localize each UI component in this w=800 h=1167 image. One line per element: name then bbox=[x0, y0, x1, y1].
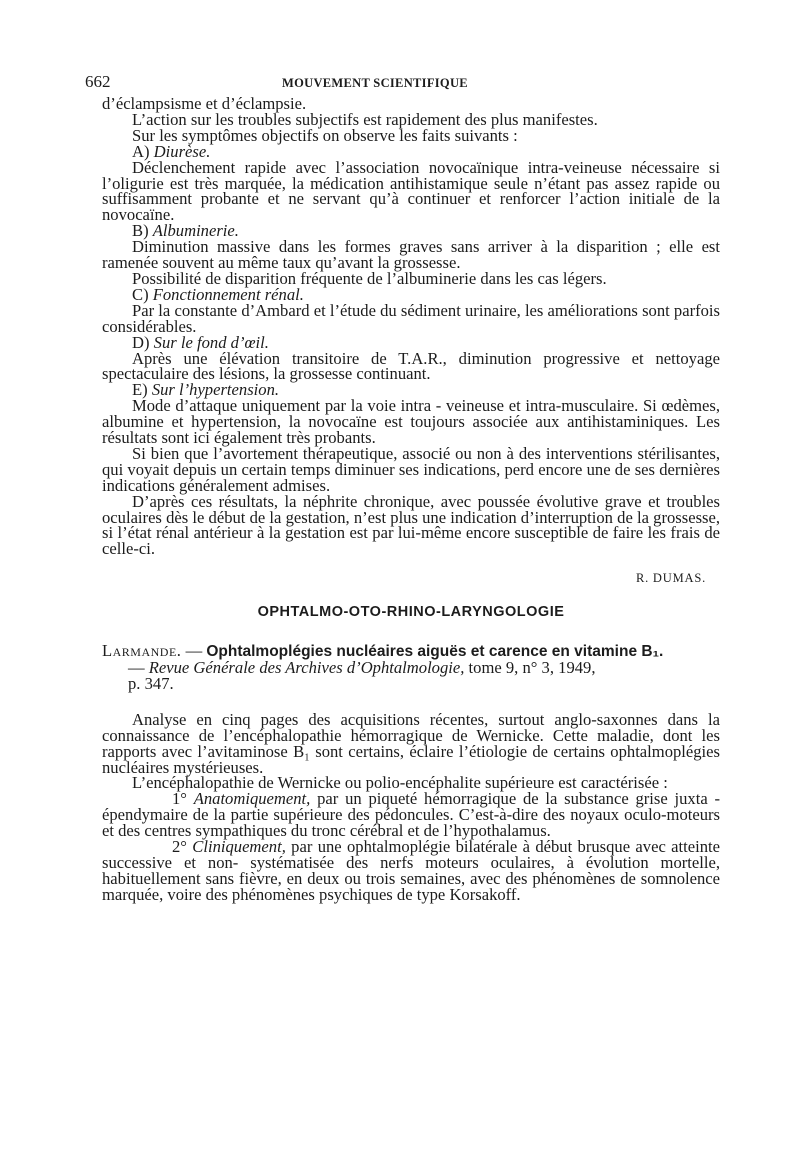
reference-journal-line bbox=[102, 660, 720, 676]
reference-dash: — bbox=[181, 641, 207, 661]
reference-pages: p. 347. bbox=[128, 673, 174, 693]
list-item-text: par une ophtalmoplégie bilatérale à début brusque avec atteinte successive et non- systématisée des nerfs moteurs oculaires, à évolution mortelle, habituellement sans fièvre, en deux ou trois semaines, avec des phénomènes de somnolence marquée, voire des phénomènes psychiques de type Korsakoff. bbox=[102, 837, 720, 904]
subheading-label: C) bbox=[132, 284, 153, 304]
reference-details: tome 9, n° 3, 1949, bbox=[464, 658, 596, 677]
paragraph: Possibilité de disparition fréquente de l’albuminerie dans les cas légers. bbox=[132, 268, 607, 288]
subheading-label: D) bbox=[132, 332, 154, 352]
subheading-label: A) bbox=[132, 141, 154, 161]
subheading-title: Diurèse. bbox=[153, 141, 211, 161]
paragraph: D’après ces résultats, la néphrite chronique, avec poussée évolutive grave et troubles oculaires dès le début de la gestation, n’est plus une indication d’interruption de la grossesse, si l’état rénal antérieur à la gestation est par lui-même encore susceptible de faire les frais de celle-ci. bbox=[102, 491, 720, 559]
paragraph: Diminution massive dans les formes graves sans arriver à la disparition ; elle est ramenée souvent au même taux qu’avant la grossesse. bbox=[102, 237, 720, 273]
section-title: OPHTALMO-OTO-RHINO-LARYNGOLOGIE bbox=[257, 604, 565, 621]
subheading-title: Sur l’hypertension. bbox=[151, 380, 280, 400]
list-item bbox=[102, 839, 720, 903]
running-head: MOUVEMENT SCIENTIFIQUE bbox=[282, 76, 468, 90]
subheading-title: Albuminerie. bbox=[152, 221, 239, 241]
paragraph: Sur les symptômes objectifs on observe les faits suivants : bbox=[132, 125, 518, 145]
reference-journal: Revue Générale des Archives d’Ophtalmologie, bbox=[148, 658, 465, 677]
list-item bbox=[102, 791, 720, 839]
reference-author: Larmande. bbox=[102, 641, 182, 661]
paragraph: Mode d’attaque uniquement par la voie intra - veineuse et intra-musculaire. Si œdèmes, albumine et hypertension, la novocaïne est toujours associée aux antihistaminiques. Les résultats sont ici également très probants. bbox=[102, 396, 720, 448]
paragraph: Déclenchement rapide avec l’association novocaïnique intra-veineuse nécessaire si l’oligurie est très marquée, la médication antihistamique seule n’étant pas assez rapide ou suffisamment probante et ne servant qu’à continuer et renforcer l’action initiale de la novocaïne. bbox=[102, 157, 720, 225]
subheading-title: Fonctionnement rénal. bbox=[152, 284, 304, 304]
reference-title: Ophtalmoplégies nucléaires aiguës et carence en vitamine B₁. bbox=[206, 643, 664, 661]
paragraph: Par la constante d’Ambard et l’étude du sédiment urinaire, les améliorations sont parfois considérables. bbox=[102, 300, 720, 336]
paragraph: Analyse en cinq pages des acquisitions récentes, surtout anglo-saxonnes dans la connaissance de l’encéphalopathie hémorragique de Wernicke. Cette maladie, dont les rapports avec l’avitaminose B₁ sont certains, éclaire l’étiologie de certains ophtalmoplégies nucléaires mystérieuses. bbox=[102, 709, 720, 777]
page-number: 662 bbox=[85, 72, 111, 91]
subheading-title: Sur le fond d’œil. bbox=[153, 332, 269, 352]
paragraph: Si bien que l’avortement thérapeutique, associé ou non à des interventions stérilisantes, qui voyait depuis un certain temps diminuer ses indications, perd encore une de ses dernières indications généralement admises. bbox=[102, 443, 720, 495]
paragraph: L’encéphalopathie de Wernicke ou polio-encéphalite supérieure est caractérisée : bbox=[132, 773, 668, 793]
paragraph: d’éclampsisme et d’éclampsie. bbox=[102, 94, 307, 113]
paragraph: Après une élévation transitoire de T.A.R., diminution progressive et nettoyage spectaculaire des lésions, la grossesse continuant. bbox=[102, 348, 720, 384]
author-signature: R. DUMAS. bbox=[635, 571, 706, 586]
list-item-text: par un piqueté hémorragique de la substance grise juxta - épendymaire de la partie supérieure des pédoncules. C’est-à-dire des noyaux oculo-moteurs et des centres sympathiques du tronc cérébral et de l’hypothalamus. bbox=[102, 789, 720, 841]
list-item-number: 1° bbox=[172, 789, 194, 809]
page-header bbox=[85, 72, 720, 96]
reference-journal-dash: — bbox=[128, 658, 149, 677]
subheading-label: B) bbox=[132, 221, 153, 241]
list-item-number: 2° bbox=[172, 837, 193, 857]
subheading-label: E) bbox=[132, 380, 152, 400]
list-item-title: Cliniquement, bbox=[192, 837, 286, 857]
list-item-title: Anatomiquement, bbox=[193, 789, 311, 809]
page bbox=[85, 72, 720, 904]
paragraph: L’action sur les troubles subjectifs est rapidement des plus manifestes. bbox=[132, 109, 598, 129]
